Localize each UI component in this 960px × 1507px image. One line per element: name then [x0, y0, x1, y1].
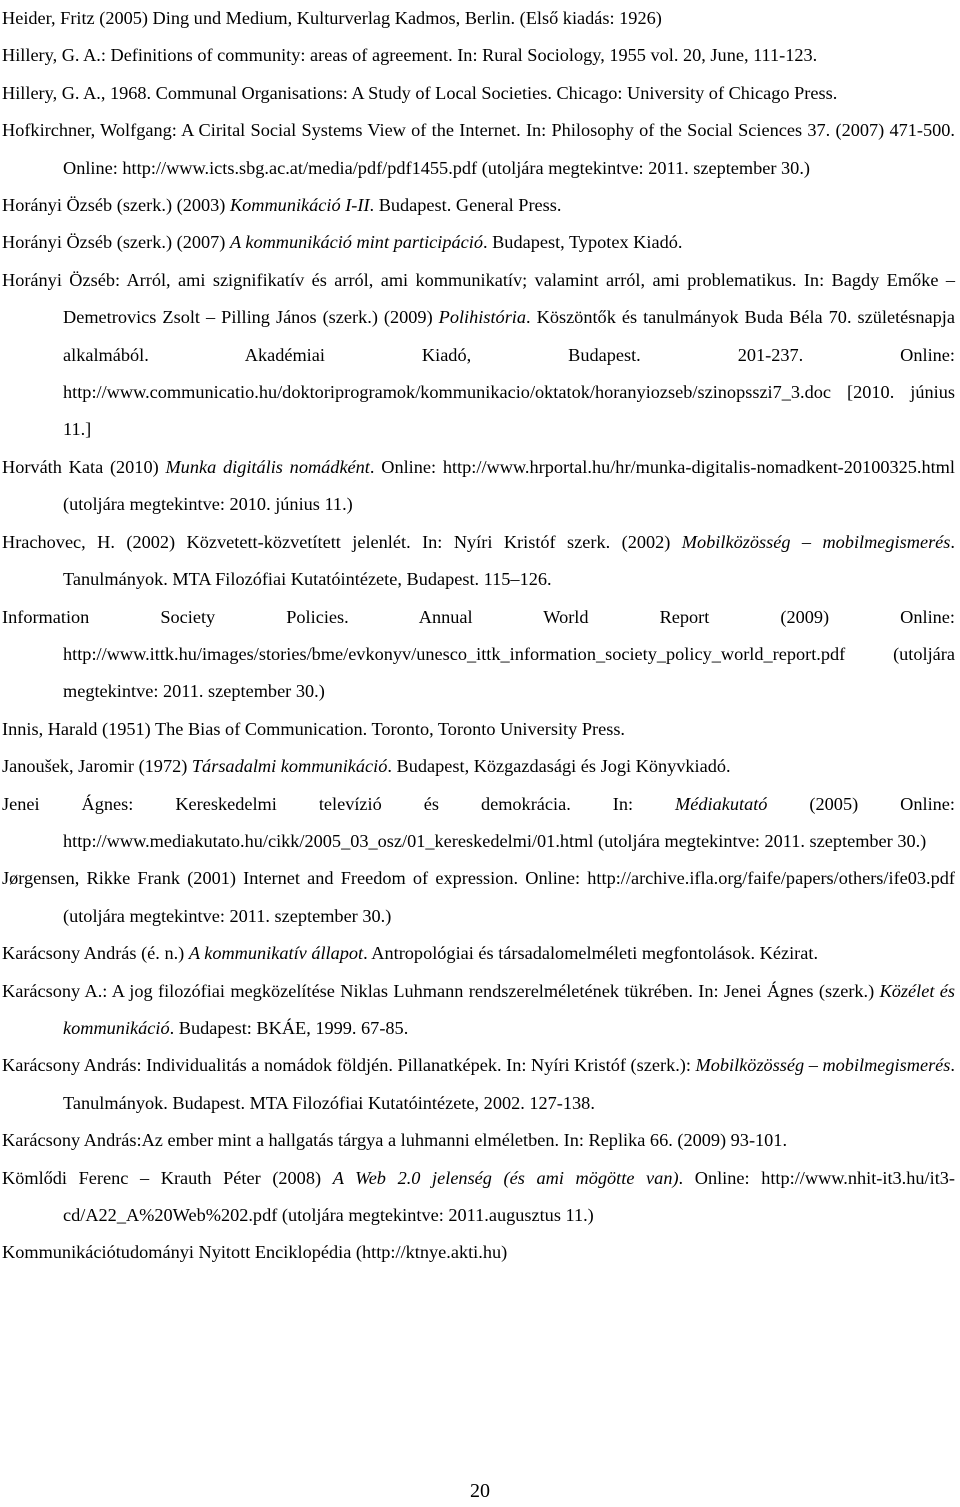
reference-entry: Kommunikációtudományi Nyitott Enciklopédia (http://ktnye.akti.hu)	[2, 1242, 508, 1263]
reference-entry: Hillery, G. A.: Definitions of community: areas of agreement. In: Rural Sociology, 1955 vol. 20, June, 111-123.	[2, 45, 818, 66]
reference-entry: Jørgensen, Rikke Frank (2001) Internet and Freedom of expression. Online: http://archive.ifla.org/faife/papers/others/ife03.pdf (utoljára megtekintve: 2011. szeptember 30.)	[2, 868, 955, 926]
reference-entry: Information Society Policies. Annual World Report (2009) Online: http://www.ittk.hu/images/stories/bme/evkonyv/unesco_ittk_information_society_policy_world_report.pdf (utoljára megtekintve: 2011. szeptember 30.)	[2, 606, 955, 702]
page-number: 20	[470, 1480, 490, 1502]
reference-entry: Hillery, G. A., 1968. Communal Organisations: A Study of Local Societies. Chicago: University of Chicago Press.	[2, 82, 838, 103]
reference-entry: Horányi Özséb (szerk.) (2007) A kommunikáció mint participáció. Budapest, Typotex Kiadó.	[2, 232, 683, 253]
reference-entry: Horváth Kata (2010) Munka digitális nomádként. Online: http://www.hrportal.hu/hr/munka-digitalis-nomadkent-20100325.html (utoljára megtekintve: 2010. június 11.)	[2, 456, 955, 515]
reference-entry: Horányi Özséb: Arról, ami szignifikatív és arról, ami kommunikatív; valamint arról, ami problematikus. In: Bagdy Emőke – Demetrovics Zsolt – Pilling János (szerk.) (2009) Polihistória. Köszöntők és tanulmányok Buda Béla 70. születésnapja alkalmából. Akadémiai Kiadó, Budapest. 201-237. Online: http://www.communicatio.hu/doktoriprogramok/kommunikacio/oktatok/horanyiozseb/szinopsszi7_3.doc [2010. június 11.]	[2, 269, 955, 440]
reference-entry: Innis, Harald (1951) The Bias of Communication. Toronto, Toronto University Press.	[2, 718, 625, 739]
reference-entry: Hofkirchner, Wolfgang: A Cirital Social Systems View of the Internet. In: Philosophy of the Social Sciences 37. (2007) 471-500. Online: http://www.icts.sbg.ac.at/media/pdf/pdf1455.pdf (utoljára megtekintve: 2011. szeptember 30.)	[2, 120, 955, 178]
reference-entry: Hrachovec, H. (2002) Közvetett-közvetített jelenlét. In: Nyíri Kristóf szerk. (2002) Mobilközösség – mobilmegismerés. Tanulmányok. MTA Filozófiai Kutatóintézete, Budapest. 115–126.	[2, 531, 955, 590]
reference-entry: Karácsony András (é. n.) A kommunikatív állapot. Antropológiai és társadalomelméleti megfontolások. Kézirat.	[2, 943, 819, 964]
reference-entry: Jenei Ágnes: Kereskedelmi televízió és demokrácia. In: Médiakutató (2005) Online: http://www.mediakutato.hu/cikk/2005_03_osz/01_kereskedelmi/01.html (utoljára megtekintve: 2011. szeptember 30.)	[2, 793, 955, 851]
reference-entry: Karácsony A.: A jog filozófiai megközelítése Niklas Luhmann rendszerelméletének tükrében. In: Jenei Ágnes (szerk.) Közélet és kommunikáció. Budapest: BKÁE, 1999. 67-85.	[2, 980, 955, 1038]
reference-entry: Kömlődi Ferenc – Krauth Péter (2008) A Web 2.0 jelenség (és ami mögötte van). Online: http://www.nhit-it3.hu/it3-cd/A22_A%20Web%202.pdf (utoljára megtekintve: 2011.augusztus 11.)	[2, 1167, 956, 1225]
reference-entry: Janoušek, Jaromir (1972) Társadalmi kommunikáció. Budapest, Közgazdasági és Jogi Könyvkiadó.	[2, 756, 731, 777]
reference-entry: Karácsony András:Az ember mint a hallgatás tárgya a luhmanni elméletben. In: Replika 66. (2009) 93-101.	[2, 1130, 788, 1151]
reference-entry: Karácsony András: Individualitás a nomádok földjén. Pillanatképek. In: Nyíri Kristóf (szerk.): Mobilközösség – mobilmegismerés. Tanulmányok. Budapest. MTA Filozófiai Kutatóintézete, 2002. 127-138.	[2, 1055, 955, 1113]
reference-list	[2, 0, 955, 1272]
reference-entry: Heider, Fritz (2005) Ding und Medium, Kulturverlag Kadmos, Berlin. (Első kiadás: 1926)	[2, 8, 662, 28]
reference-entry: Horányi Özséb (szerk.) (2003) Kommunikáció I-II. Budapest. General Press.	[2, 195, 562, 216]
